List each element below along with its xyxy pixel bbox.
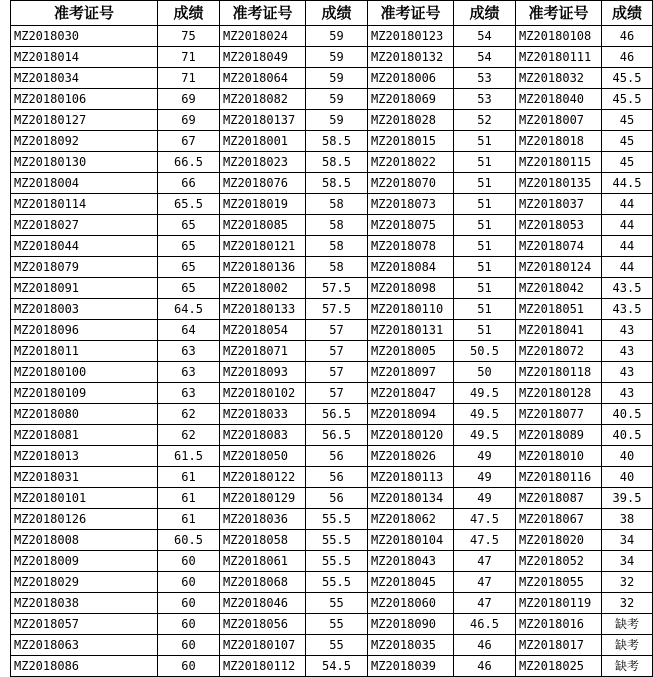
exam-id-cell: MZ20180112: [220, 656, 306, 677]
score-cell: 43: [602, 320, 653, 341]
score-cell: 43.5: [602, 299, 653, 320]
exam-id-cell: MZ2018019: [220, 194, 306, 215]
exam-id-cell: MZ2018053: [516, 215, 602, 236]
score-cell: 65: [158, 278, 220, 299]
score-cell: 58.5: [306, 131, 368, 152]
score-cell: 58: [306, 215, 368, 236]
score-cell: 64: [158, 320, 220, 341]
exam-id-cell: MZ2018064: [220, 68, 306, 89]
exam-id-cell: MZ2018071: [220, 341, 306, 362]
score-cell: 51: [454, 257, 516, 278]
exam-id-cell: MZ20180111: [516, 47, 602, 68]
exam-id-cell: MZ20180119: [516, 593, 602, 614]
table-row: [11, 656, 653, 677]
exam-id-cell: MZ2018085: [220, 215, 306, 236]
exam-id-cell: MZ20180128: [516, 383, 602, 404]
exam-id-cell: MZ2018058: [220, 530, 306, 551]
score-cell: 58.5: [306, 173, 368, 194]
score-cell: 54: [454, 26, 516, 47]
score-cell: 53: [454, 68, 516, 89]
exam-id-cell: MZ2018077: [516, 404, 602, 425]
exam-id-cell: MZ2018010: [516, 446, 602, 467]
score-cell: 45: [602, 131, 653, 152]
exam-id-cell: MZ2018060: [368, 593, 454, 614]
exam-id-cell: MZ2018063: [11, 635, 158, 656]
header-score: 成绩: [306, 1, 368, 26]
exam-id-cell: MZ2018086: [11, 656, 158, 677]
score-cell: 43: [602, 341, 653, 362]
score-table: [10, 0, 653, 677]
score-cell: 60: [158, 551, 220, 572]
exam-id-cell: MZ20180134: [368, 488, 454, 509]
score-cell: 65: [158, 236, 220, 257]
score-cell: 59: [306, 89, 368, 110]
score-cell: 51: [454, 152, 516, 173]
table-row: [11, 446, 653, 467]
score-cell: 69: [158, 89, 220, 110]
exam-id-cell: MZ2018057: [11, 614, 158, 635]
score-cell: 45: [602, 110, 653, 131]
score-cell: 60: [158, 635, 220, 656]
score-cell: 46.5: [454, 614, 516, 635]
table-row: [11, 68, 653, 89]
exam-id-cell: MZ2018061: [220, 551, 306, 572]
exam-id-cell: MZ2018023: [220, 152, 306, 173]
score-cell: 38: [602, 509, 653, 530]
exam-id-cell: MZ2018027: [11, 215, 158, 236]
score-cell: 57.5: [306, 278, 368, 299]
exam-id-cell: MZ20180132: [368, 47, 454, 68]
score-cell: 49: [454, 488, 516, 509]
score-cell: 52: [454, 110, 516, 131]
score-cell: 53: [454, 89, 516, 110]
exam-id-cell: MZ2018009: [11, 551, 158, 572]
exam-id-cell: MZ2018003: [11, 299, 158, 320]
header-exam-id: 准考证号: [11, 1, 158, 26]
exam-id-cell: MZ2018011: [11, 341, 158, 362]
exam-id-cell: MZ2018015: [368, 131, 454, 152]
exam-id-cell: MZ2018047: [368, 383, 454, 404]
score-cell: 61: [158, 488, 220, 509]
exam-id-cell: MZ2018033: [220, 404, 306, 425]
exam-id-cell: MZ20180109: [11, 383, 158, 404]
score-cell: 49: [454, 446, 516, 467]
exam-id-cell: MZ2018082: [220, 89, 306, 110]
exam-id-cell: MZ2018016: [516, 614, 602, 635]
header-exam-id: 准考证号: [368, 1, 454, 26]
exam-id-cell: MZ20180101: [11, 488, 158, 509]
score-cell: 56.5: [306, 404, 368, 425]
score-cell: 57: [306, 320, 368, 341]
score-cell: 56: [306, 467, 368, 488]
score-cell: 55.5: [306, 572, 368, 593]
table-row: [11, 383, 653, 404]
table-row: [11, 194, 653, 215]
exam-id-cell: MZ20180104: [368, 530, 454, 551]
table-row: [11, 488, 653, 509]
exam-id-cell: MZ2018092: [11, 131, 158, 152]
score-cell: 64.5: [158, 299, 220, 320]
score-cell: 50: [454, 362, 516, 383]
exam-id-cell: MZ2018098: [368, 278, 454, 299]
table-row: [11, 341, 653, 362]
score-cell: 44: [602, 194, 653, 215]
table-row: [11, 278, 653, 299]
exam-id-cell: MZ2018094: [368, 404, 454, 425]
exam-id-cell: MZ2018038: [11, 593, 158, 614]
header-exam-id: 准考证号: [516, 1, 602, 26]
exam-id-cell: MZ2018032: [516, 68, 602, 89]
exam-id-cell: MZ2018079: [11, 257, 158, 278]
exam-id-cell: MZ2018029: [11, 572, 158, 593]
exam-id-cell: MZ20180115: [516, 152, 602, 173]
score-cell: 缺考: [602, 614, 653, 635]
exam-id-cell: MZ20180113: [368, 467, 454, 488]
exam-id-cell: MZ2018089: [516, 425, 602, 446]
exam-id-cell: MZ2018018: [516, 131, 602, 152]
exam-id-cell: MZ2018083: [220, 425, 306, 446]
exam-id-cell: MZ2018041: [516, 320, 602, 341]
exam-id-cell: MZ20180129: [220, 488, 306, 509]
score-cell: 65: [158, 257, 220, 278]
score-cell: 54: [454, 47, 516, 68]
exam-id-cell: MZ2018078: [368, 236, 454, 257]
exam-id-cell: MZ20180107: [220, 635, 306, 656]
table-row: [11, 299, 653, 320]
score-cell: 46: [602, 47, 653, 68]
score-cell: 56.5: [306, 425, 368, 446]
header-exam-id: 准考证号: [220, 1, 306, 26]
score-cell: 59: [306, 68, 368, 89]
score-cell: 55.5: [306, 530, 368, 551]
score-cell: 63: [158, 383, 220, 404]
score-cell: 47.5: [454, 509, 516, 530]
exam-id-cell: MZ20180106: [11, 89, 158, 110]
score-cell: 54.5: [306, 656, 368, 677]
exam-id-cell: MZ20180126: [11, 509, 158, 530]
exam-id-cell: MZ2018049: [220, 47, 306, 68]
exam-id-cell: MZ2018022: [368, 152, 454, 173]
score-cell: 32: [602, 593, 653, 614]
score-cell: 57: [306, 362, 368, 383]
exam-id-cell: MZ2018045: [368, 572, 454, 593]
exam-id-cell: MZ20180123: [368, 26, 454, 47]
exam-id-cell: MZ2018006: [368, 68, 454, 89]
exam-id-cell: MZ2018054: [220, 320, 306, 341]
score-cell: 75: [158, 26, 220, 47]
score-cell: 56: [306, 488, 368, 509]
table-row: [11, 362, 653, 383]
score-cell: 缺考: [602, 656, 653, 677]
score-cell: 61: [158, 467, 220, 488]
score-cell: 60: [158, 572, 220, 593]
exam-id-cell: MZ2018044: [11, 236, 158, 257]
exam-id-cell: MZ2018072: [516, 341, 602, 362]
exam-id-cell: MZ2018028: [368, 110, 454, 131]
header-score: 成绩: [454, 1, 516, 26]
score-cell: 51: [454, 320, 516, 341]
exam-id-cell: MZ2018051: [516, 299, 602, 320]
score-cell: 59: [306, 47, 368, 68]
table-row: [11, 509, 653, 530]
exam-id-cell: MZ2018043: [368, 551, 454, 572]
exam-id-cell: MZ2018036: [220, 509, 306, 530]
score-cell: 57: [306, 383, 368, 404]
score-cell: 71: [158, 47, 220, 68]
score-cell: 65.5: [158, 194, 220, 215]
table-row: [11, 89, 653, 110]
score-cell: 49.5: [454, 383, 516, 404]
exam-id-cell: MZ2018008: [11, 530, 158, 551]
score-cell: 49: [454, 467, 516, 488]
exam-id-cell: MZ2018026: [368, 446, 454, 467]
exam-id-cell: MZ2018035: [368, 635, 454, 656]
exam-id-cell: MZ20180124: [516, 257, 602, 278]
score-cell: 51: [454, 194, 516, 215]
score-cell: 47.5: [454, 530, 516, 551]
score-cell: 34: [602, 530, 653, 551]
score-cell: 34: [602, 551, 653, 572]
score-cell: 46: [454, 656, 516, 677]
score-cell: 47: [454, 572, 516, 593]
score-cell: 45: [602, 152, 653, 173]
score-cell: 39.5: [602, 488, 653, 509]
table-header: [11, 1, 653, 26]
table-row: [11, 551, 653, 572]
exam-id-cell: MZ20180102: [220, 383, 306, 404]
exam-id-cell: MZ2018004: [11, 173, 158, 194]
score-cell: 46: [602, 26, 653, 47]
score-cell: 56: [306, 446, 368, 467]
score-cell: 40: [602, 446, 653, 467]
table-row: [11, 593, 653, 614]
score-cell: 40: [602, 467, 653, 488]
exam-id-cell: MZ20180130: [11, 152, 158, 173]
exam-id-cell: MZ20180100: [11, 362, 158, 383]
score-cell: 44: [602, 215, 653, 236]
exam-id-cell: MZ20180133: [220, 299, 306, 320]
score-cell: 62: [158, 425, 220, 446]
exam-id-cell: MZ2018070: [368, 173, 454, 194]
exam-id-cell: MZ2018076: [220, 173, 306, 194]
score-cell: 44: [602, 236, 653, 257]
score-cell: 58: [306, 257, 368, 278]
score-cell: 51: [454, 236, 516, 257]
score-cell: 63: [158, 362, 220, 383]
score-cell: 60: [158, 614, 220, 635]
exam-id-cell: MZ2018097: [368, 362, 454, 383]
score-cell: 49.5: [454, 425, 516, 446]
score-cell: 46: [454, 635, 516, 656]
exam-id-cell: MZ2018055: [516, 572, 602, 593]
exam-id-cell: MZ2018040: [516, 89, 602, 110]
exam-id-cell: MZ20180108: [516, 26, 602, 47]
score-cell: 缺考: [602, 635, 653, 656]
table-row: [11, 530, 653, 551]
exam-id-cell: MZ2018001: [220, 131, 306, 152]
score-cell: 55: [306, 593, 368, 614]
score-cell: 63: [158, 341, 220, 362]
header-score: 成绩: [158, 1, 220, 26]
exam-id-cell: MZ2018030: [11, 26, 158, 47]
score-cell: 66: [158, 173, 220, 194]
exam-id-cell: MZ2018014: [11, 47, 158, 68]
exam-id-cell: MZ2018080: [11, 404, 158, 425]
score-cell: 57: [306, 341, 368, 362]
score-cell: 45.5: [602, 68, 653, 89]
exam-id-cell: MZ20180135: [516, 173, 602, 194]
score-cell: 69: [158, 110, 220, 131]
exam-id-cell: MZ2018096: [11, 320, 158, 341]
table-row: [11, 47, 653, 68]
exam-id-cell: MZ2018017: [516, 635, 602, 656]
table-row: [11, 404, 653, 425]
exam-id-cell: MZ2018069: [368, 89, 454, 110]
score-cell: 45.5: [602, 89, 653, 110]
exam-id-cell: MZ2018084: [368, 257, 454, 278]
score-cell: 71: [158, 68, 220, 89]
score-cell: 66.5: [158, 152, 220, 173]
exam-id-cell: MZ2018068: [220, 572, 306, 593]
score-cell: 55: [306, 614, 368, 635]
exam-id-cell: MZ2018002: [220, 278, 306, 299]
score-cell: 55: [306, 635, 368, 656]
table-row: [11, 572, 653, 593]
score-cell: 55.5: [306, 509, 368, 530]
exam-id-cell: MZ2018074: [516, 236, 602, 257]
exam-id-cell: MZ2018007: [516, 110, 602, 131]
table-row: [11, 320, 653, 341]
table-row: [11, 152, 653, 173]
exam-id-cell: MZ20180137: [220, 110, 306, 131]
exam-id-cell: MZ2018037: [516, 194, 602, 215]
exam-id-cell: MZ2018042: [516, 278, 602, 299]
score-cell: 67: [158, 131, 220, 152]
exam-id-cell: MZ2018013: [11, 446, 158, 467]
exam-id-cell: MZ2018093: [220, 362, 306, 383]
exam-id-cell: MZ2018056: [220, 614, 306, 635]
exam-id-cell: MZ20180110: [368, 299, 454, 320]
score-cell: 60: [158, 656, 220, 677]
exam-id-cell: MZ2018067: [516, 509, 602, 530]
exam-id-cell: MZ2018046: [220, 593, 306, 614]
score-cell: 57.5: [306, 299, 368, 320]
exam-id-cell: MZ20180114: [11, 194, 158, 215]
exam-id-cell: MZ2018031: [11, 467, 158, 488]
table-row: [11, 173, 653, 194]
table-body: [11, 26, 653, 677]
score-cell: 49.5: [454, 404, 516, 425]
exam-id-cell: MZ2018073: [368, 194, 454, 215]
exam-id-cell: MZ20180127: [11, 110, 158, 131]
table-row: [11, 614, 653, 635]
score-cell: 47: [454, 593, 516, 614]
score-cell: 61.5: [158, 446, 220, 467]
exam-id-cell: MZ2018020: [516, 530, 602, 551]
exam-id-cell: MZ20180120: [368, 425, 454, 446]
exam-id-cell: MZ20180118: [516, 362, 602, 383]
exam-id-cell: MZ2018005: [368, 341, 454, 362]
table-row: [11, 467, 653, 488]
score-cell: 43: [602, 383, 653, 404]
exam-id-cell: MZ2018039: [368, 656, 454, 677]
score-cell: 51: [454, 278, 516, 299]
score-cell: 50.5: [454, 341, 516, 362]
score-cell: 55.5: [306, 551, 368, 572]
score-cell: 43: [602, 362, 653, 383]
exam-id-cell: MZ2018081: [11, 425, 158, 446]
score-cell: 51: [454, 299, 516, 320]
table-row: [11, 236, 653, 257]
exam-id-cell: MZ2018034: [11, 68, 158, 89]
table-row: [11, 110, 653, 131]
score-cell: 47: [454, 551, 516, 572]
score-cell: 58: [306, 194, 368, 215]
header-row: [11, 1, 653, 26]
score-cell: 43.5: [602, 278, 653, 299]
score-cell: 51: [454, 131, 516, 152]
table-row: [11, 257, 653, 278]
exam-id-cell: MZ2018024: [220, 26, 306, 47]
exam-id-cell: MZ2018050: [220, 446, 306, 467]
score-cell: 58: [306, 236, 368, 257]
table-row: [11, 26, 653, 47]
score-cell: 51: [454, 173, 516, 194]
score-cell: 40.5: [602, 404, 653, 425]
score-cell: 32: [602, 572, 653, 593]
exam-id-cell: MZ20180121: [220, 236, 306, 257]
table-row: [11, 131, 653, 152]
exam-id-cell: MZ2018091: [11, 278, 158, 299]
score-cell: 44: [602, 257, 653, 278]
exam-id-cell: MZ20180131: [368, 320, 454, 341]
score-cell: 62: [158, 404, 220, 425]
score-cell: 61: [158, 509, 220, 530]
exam-id-cell: MZ2018087: [516, 488, 602, 509]
exam-id-cell: MZ20180116: [516, 467, 602, 488]
exam-id-cell: MZ20180136: [220, 257, 306, 278]
score-cell: 59: [306, 110, 368, 131]
score-cell: 40.5: [602, 425, 653, 446]
score-cell: 60.5: [158, 530, 220, 551]
exam-id-cell: MZ2018025: [516, 656, 602, 677]
score-cell: 44.5: [602, 173, 653, 194]
table-row: [11, 425, 653, 446]
score-cell: 51: [454, 215, 516, 236]
score-cell: 65: [158, 215, 220, 236]
exam-id-cell: MZ2018090: [368, 614, 454, 635]
header-score: 成绩: [602, 1, 653, 26]
exam-id-cell: MZ2018062: [368, 509, 454, 530]
exam-id-cell: MZ20180122: [220, 467, 306, 488]
score-cell: 59: [306, 26, 368, 47]
score-cell: 60: [158, 593, 220, 614]
score-cell: 58.5: [306, 152, 368, 173]
exam-id-cell: MZ2018075: [368, 215, 454, 236]
exam-id-cell: MZ2018052: [516, 551, 602, 572]
table-row: [11, 215, 653, 236]
table-row: [11, 635, 653, 656]
